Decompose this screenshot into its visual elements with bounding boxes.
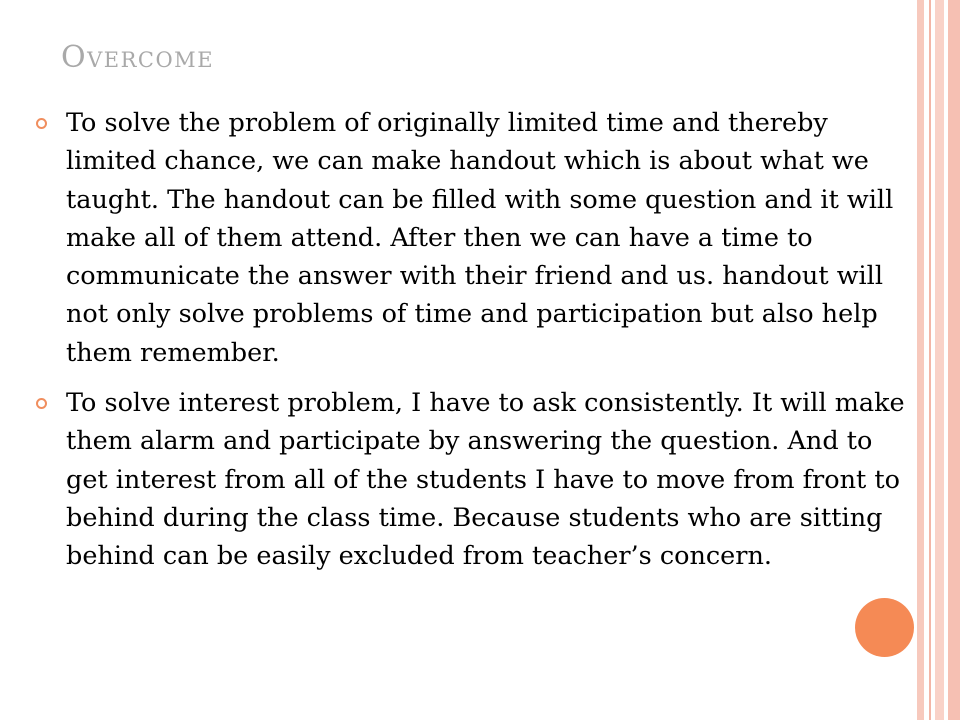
bullet-circle-icon bbox=[36, 118, 47, 129]
bullet-item bbox=[36, 104, 916, 372]
bullet-text: To solve the problem of originally limited time and thereby limited chance, we can make handout which is about what we taught. The handout can be filled with some question and it will make all of them attend. After then we can have a time to communicate the answer with their friend and us. handout will not only solve problems of time and participation but also help them remember. bbox=[66, 108, 894, 368]
bullet-circle-icon bbox=[36, 398, 47, 409]
slide-title: Overcome bbox=[61, 40, 215, 75]
decorative-stripe bbox=[948, 0, 960, 720]
decorative-stripe bbox=[935, 0, 944, 720]
decorative-circle bbox=[855, 598, 914, 657]
decorative-stripe bbox=[917, 0, 924, 720]
decorative-stripe bbox=[929, 0, 931, 720]
bullet-item bbox=[36, 384, 916, 575]
bullet-list bbox=[36, 104, 916, 576]
bullet-text: To solve interest problem, I have to ask consistently. It will make them alarm and participate by answering the question. And to get interest from all of the students I have to move from front to behind during the class time. Because students who are sitting behind can be easily excluded from teacher’s concern. bbox=[66, 388, 905, 572]
